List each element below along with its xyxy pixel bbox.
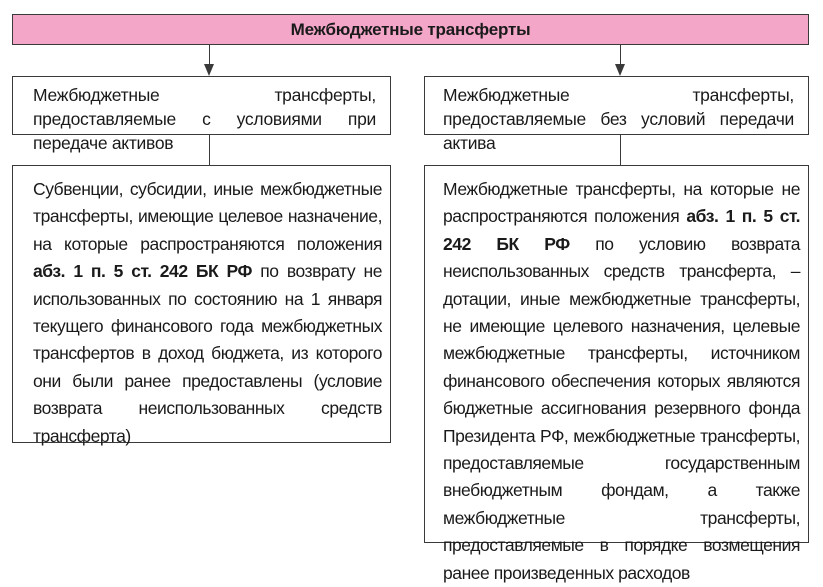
diagram-title-box [12,14,809,45]
right-detail-text-continued: по условию возврата неиспользованных средств трансферта, – дотации, иные межбюджетные трансферты, не имеющие целевого назначения, целевые межбюджетные трансферты, источником финансового обеспечения которых являются бюджетные ассигнования резервного фонда Президента РФ, межбюджетные трансферты, предоставляемые государственным внебюджетным фондам, а также межбюджетные трансферты, предоставляемые в порядке возмещения ранее произведенных расходов [443,233,801,583]
left-detail-reference: абз. 1 п. 5 ст. 242 БК РФ [33,261,252,282]
right-detail-box [424,165,809,583]
left-detail-text: Субвенции, субсидии, иные межбюджетные трансферты, имеющие целевое назначение, на которые распространяются положения [33,179,382,254]
right-category-label: Межбюджетные трансферты, предоставляемые без условий передачи актива [443,85,794,153]
right-detail-text: Межбюджетные трансферты, на которые не распространяются положения [443,179,800,227]
arrow-down-left-icon [204,64,214,76]
left-category-label: Межбюджетные трансферты, предоставляемые с условиями при передаче активов [33,85,376,153]
connector-title-to-left [209,45,210,65]
connector-title-to-right [620,45,621,65]
connector-left-detail [209,135,210,165]
left-detail-box [12,165,391,446]
connector-right-detail [620,135,621,165]
right-detail-reference: абз. 1 п. 5 ст. 242 БК РФ [443,206,800,254]
arrow-down-right-icon [615,64,625,76]
right-category-box [424,76,809,153]
left-detail-text-continued: по возврату не использованных по состоянию на 1 января текущего финансового года межбюджетных трансфертов в доход бюджета, из которого они были ранее предоставлены (условие возврата неиспользованных средств трансферта) [33,261,382,446]
left-category-box [12,76,391,153]
diagram-title: Межбюджетные трансферты [290,19,531,39]
